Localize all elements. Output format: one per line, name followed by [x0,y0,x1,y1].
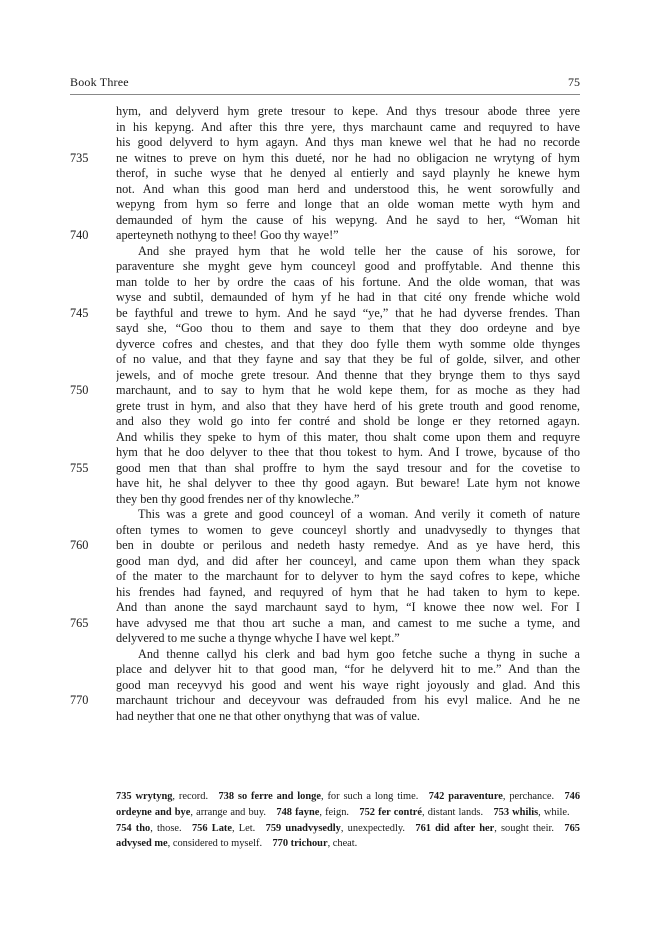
text-line [0,476,650,492]
text-line [0,492,650,508]
line-text: of no value, and that they fayne and say that they be ful of golde, silver, and other [116,352,580,366]
gloss-definition: those. [157,822,182,834]
page-number: 75 [568,75,580,89]
line-text: marchaunt, and to say to hym that he wold kepe them, for as moche as they had [116,383,580,397]
line-text: hym that he doo delyver to thee that thou tokest to hym. And I trowe, bycause of tho [116,445,580,459]
gloss-term: 770 trichour [272,838,328,850]
line-text: jewels, and of moche grete tresour. And thenne that they brynge them to thys sayd [116,367,580,382]
text-line [0,461,650,477]
gloss-term: 754 tho [116,822,151,834]
text-line [0,693,650,709]
text-line [0,430,650,446]
text-line [0,120,650,136]
line-number: 735 [70,150,89,165]
text-line [0,321,650,337]
gloss-term: 756 Late [191,822,232,834]
line-text: not. And whan this good man herd and understood this, he went sorowfully and [116,181,580,196]
line-text: good man dyd, and did after her counceyl, and came upon them whan they spack [116,553,580,568]
gloss-definition: for such a long time. [327,791,419,802]
text-line [0,585,650,601]
gloss-term: 748 fayne [276,806,320,818]
line-text: grete trust in hym, and also that they have herd of his grete trouth and good renome, [116,398,580,413]
line-text: And than anone the sayd marchaunt sayd to hym, “I knowe thee now wel. For I [116,600,580,614]
line-text: And she prayed hym that he wold telle her the cause of his sorowe, for [138,243,580,258]
gloss-definition: record. [178,791,209,802]
gloss-definition: perchance. [509,791,555,802]
line-text: This was a grete and good counceyl of a woman. And verily it cometh of nature [138,507,580,521]
gloss-term: 735 wrytyng [116,791,173,802]
line-text: hym, and delyverd hym grete tresour to kepe. And thys tresour abode three yere [116,104,580,118]
text-line [0,135,650,151]
line-number: 755 [70,460,89,475]
text-line [0,104,650,120]
text-line [0,290,650,306]
line-text: aperteyneth nothyng to thee! Goo thy waye!” [116,228,339,242]
text-line [0,352,650,368]
line-text: dyverce cofres and chestes, and that they doo fylle them wyth somme olde thynges [116,336,580,351]
line-text: place and delyver hit to that good man, “for he delyverd hit to me.” And than the [116,662,580,676]
line-text: sayd she, “Goo thou to them and saye to them that they doo ordeyne and bye [116,321,580,335]
text-line [0,600,650,616]
gloss-term: 752 fer contré [359,806,422,818]
page-header [70,75,580,93]
gloss-definition: feign. [325,806,350,818]
gloss-term: 742 paraventure [428,791,503,802]
text-line [0,306,650,322]
text-line [0,647,650,663]
line-text: have hit, he shal delyver to thee thy good agayn. But beware! Late hym not knowe [116,476,580,490]
text-line [0,678,650,694]
text-line [0,662,650,678]
text-line [0,259,650,275]
gloss-term: 753 whilis [493,806,539,818]
text-line [0,244,650,260]
text-line [0,445,650,461]
line-text: his good delyverd to hym agayn. And thys man knewe wel that he had no recorde [116,135,580,149]
line-text: And thenne callyd his clerk and bad hym goo fetche suche a thyng in suche a [138,646,580,661]
line-text: often tymes to women to geve counceyl shortly and unadvysedly to thynges that [116,522,580,537]
gloss-term: 746 ordeyne and bye [116,791,581,818]
running-head: Book Three [70,75,129,89]
gloss-definition: Let. [238,822,256,834]
text-line [0,631,650,647]
text-line [0,523,650,539]
gloss-definition: considered to myself. [172,838,263,850]
text-line [0,151,650,167]
text-line [0,383,650,399]
gloss-definition: cheat. [332,838,358,850]
gloss-term: 738 so ferre and longe [218,791,321,802]
text-line [0,399,650,415]
text-line [0,275,650,291]
line-text: wepyng from hym so ferre and longe that an olde woman mette wyth hym and [116,197,580,211]
gloss-definition: unexpectedly. [347,822,405,834]
text-line [0,182,650,198]
text-line [0,368,650,384]
text-line [0,213,650,229]
gloss-definition: distant lands. [427,806,484,818]
line-text: therof, in suche wyse that he denyed al entierly and sayd playnly he knewe hym [116,166,580,180]
line-text: in his kepyng. And after this thre yere, thys marchaunt came and requyred to have [116,119,580,134]
header-rule [70,94,580,95]
text-line [0,538,650,554]
line-number: 770 [70,693,89,707]
gloss-term: 759 unadvysedly [265,822,341,834]
line-text: and also they wold go into fer contré and shold be longe er they retorned agayn. [116,414,580,428]
line-text: his frendes had fayned, and requyred of hym that he had taken to hym to kepe. [116,584,580,599]
gloss-definition: arrange and buy. [196,806,266,818]
gloss-term: 765 advysed me [116,822,580,850]
line-text: paraventure she myght geve hym counceyl good and proffytable. And thenne this [116,259,580,273]
line-text: marchaunt trichour and deceyvour was defrauded from his evyl malice. And he ne [116,693,580,707]
text-line [0,337,650,353]
line-text: had neyther that one ne that other onythyng that was of value. [116,708,420,723]
line-text: have advysed me that thou art suche a man, and camest to me suche a tyme, and [116,615,580,630]
text-line [0,414,650,430]
line-number: 765 [70,615,89,630]
text-line [0,197,650,213]
line-text: of the mater to the marchaunt for to delyver to hym the sayd cofres to kepe, whiche [116,569,580,583]
line-number: 740 [70,228,89,242]
text-line [0,616,650,632]
line-text: good men that than shal proffre to hym the sayd tresour and for the covetise to [116,460,580,475]
text-line [0,166,650,182]
text-line [0,709,650,725]
line-text: be faythful and trewe to hym. And he sayd “ye,” that he had dyverse frendes. Than [116,305,580,320]
line-text: demaunded of hym the cause of his wepyng. And he sayd to her, “Woman hit [116,212,580,227]
gloss-definition: sought their. [501,822,555,834]
line-text: And whilis they speke to hym of this mater, thou shalt come upon them and requyre [116,429,580,444]
line-number: 760 [70,538,89,552]
line-text: ben in doubte or perilous and nedeth hasty remedye. And as ye have herd, this [116,538,580,552]
gloss-definition: while. [543,806,570,818]
gloss-term: 761 did after her [415,822,495,834]
text-line [0,507,650,523]
text-line [0,554,650,570]
line-text: delyvered to me suche a thynge whyche I have wel kept.” [116,631,400,645]
line-text: ne witnes to preve on hym this dueté, nor he had no obligacion ne wrytyng of hym [116,150,580,165]
text-line [0,228,650,244]
line-text: man tolde to her by ordre the caas of his fortune. And the olde woman, that was [116,274,580,289]
glossary-notes: 735 wrytyng, record. 738 so ferre and longe, for such a long time. 742 paraventure, perchance. 746 ordeyne and bye, arrange and buy. 748 fayne, feign. 752 fer contré, distant lands. 753 whilis, while. 754 tho, those. 756 Late, Let. 759 unadvysedly, unexpectedly. 761 did after her, sought their. 765 advysed me, considered to myself. 770 trichour, cheat. [116,791,581,850]
body-text [0,104,650,724]
line-text: wyse and subtil, demaunded of hym yf he had in that cité ony frende whiche wold [116,290,580,304]
text-line [0,569,650,585]
line-number: 750 [70,383,89,397]
line-text: good man receyvyd his good and went his waye right joyously and glad. And this [116,677,580,692]
line-text: they ben thy good frendes ner of thy knowleche.” [116,491,360,506]
line-number: 745 [70,305,89,320]
